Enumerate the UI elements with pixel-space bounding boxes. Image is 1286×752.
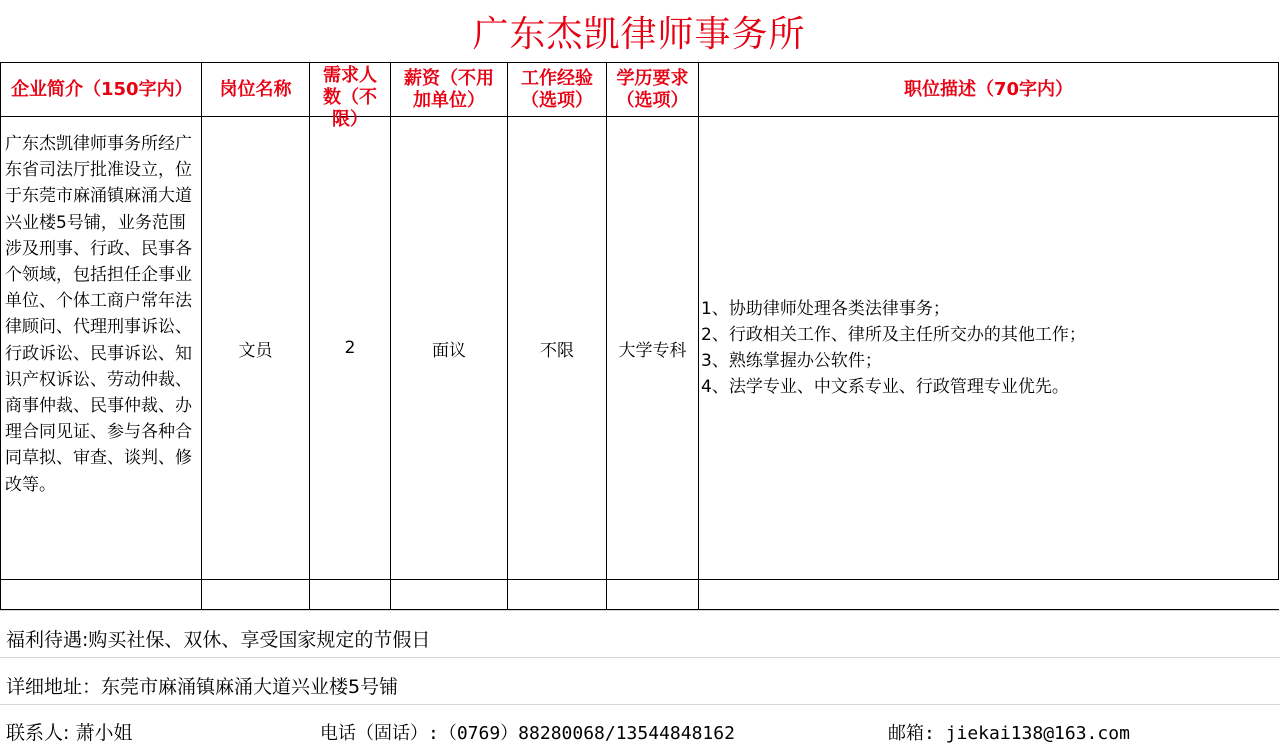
cell-experience[interactable]: 不限: [508, 117, 607, 580]
address-line[interactable]: 详细地址：东莞市麻涌镇麻涌大道兴业楼5号铺: [6, 676, 399, 698]
header-education[interactable]: 学历要求（选项）: [607, 63, 699, 117]
empty-cell[interactable]: [699, 580, 1279, 610]
empty-cell[interactable]: [508, 580, 607, 610]
gridline: [0, 610, 1280, 611]
company-title: 广东杰凯律师事务所: [472, 13, 806, 55]
cell-salary[interactable]: 面议: [391, 117, 508, 580]
contact-person[interactable]: 联系人: 萧小姐: [6, 722, 133, 744]
header-position[interactable]: 岗位名称: [202, 63, 310, 117]
empty-cell[interactable]: [607, 580, 699, 610]
header-intro[interactable]: 企业简介（150字内）: [1, 63, 202, 117]
empty-cell[interactable]: [1, 580, 202, 610]
phone-number[interactable]: 电话（固话）:（0769）88280068/13544848162: [320, 723, 735, 744]
cell-position[interactable]: 文员: [202, 117, 310, 580]
description-line: 4、法学专业、中文系专业、行政管理专业优先。: [701, 377, 1069, 397]
description-line: 2、行政相关工作、律所及主任所交办的其他工作；: [701, 325, 1086, 345]
gridline: [0, 704, 1280, 705]
empty-row: [1, 580, 1279, 610]
cell-headcount[interactable]: 2: [310, 117, 391, 580]
data-row: [1, 117, 1279, 580]
description-line: 1、协助律师处理各类法律事务；: [701, 299, 950, 319]
benefits-line[interactable]: 福利待遇:购买社保、双休、享受国家规定的节假日: [6, 629, 431, 651]
cell-description[interactable]: [699, 117, 1279, 580]
intro-text: 广东杰凯律师事务所经广东省司法厅批准设立，位于东莞市麻涌镇麻涌大道兴业楼5号铺，业务范围涉及刑事、行政、民事各个领域，包括担任企事业单位、个体工商户常年法律顾问、代理刑事诉讼、行政诉讼、民事诉讼、知识产权诉讼、劳动仲裁、商事仲裁、民事仲裁、办理合同见证、参与各种合同草拟、审查、谈判、修改等。: [5, 134, 192, 495]
email-address[interactable]: 邮箱: jiekai138@163.com: [888, 723, 1130, 744]
job-table: [0, 62, 1279, 610]
cell-intro[interactable]: [1, 117, 202, 580]
gridline: [0, 657, 1280, 658]
description-line: 3、熟练掌握办公软件；: [701, 351, 882, 371]
header-description[interactable]: 职位描述（70字内）: [699, 63, 1279, 117]
cell-education[interactable]: 大学专科: [607, 117, 699, 580]
empty-cell[interactable]: [310, 580, 391, 610]
header-salary[interactable]: 薪资（不用加单位）: [391, 63, 508, 117]
empty-cell[interactable]: [202, 580, 310, 610]
header-experience[interactable]: 工作经验（选项）: [508, 63, 607, 117]
header-row: [1, 63, 1279, 117]
empty-cell[interactable]: [391, 580, 508, 610]
header-headcount[interactable]: 需求人数（不限）: [310, 63, 391, 117]
